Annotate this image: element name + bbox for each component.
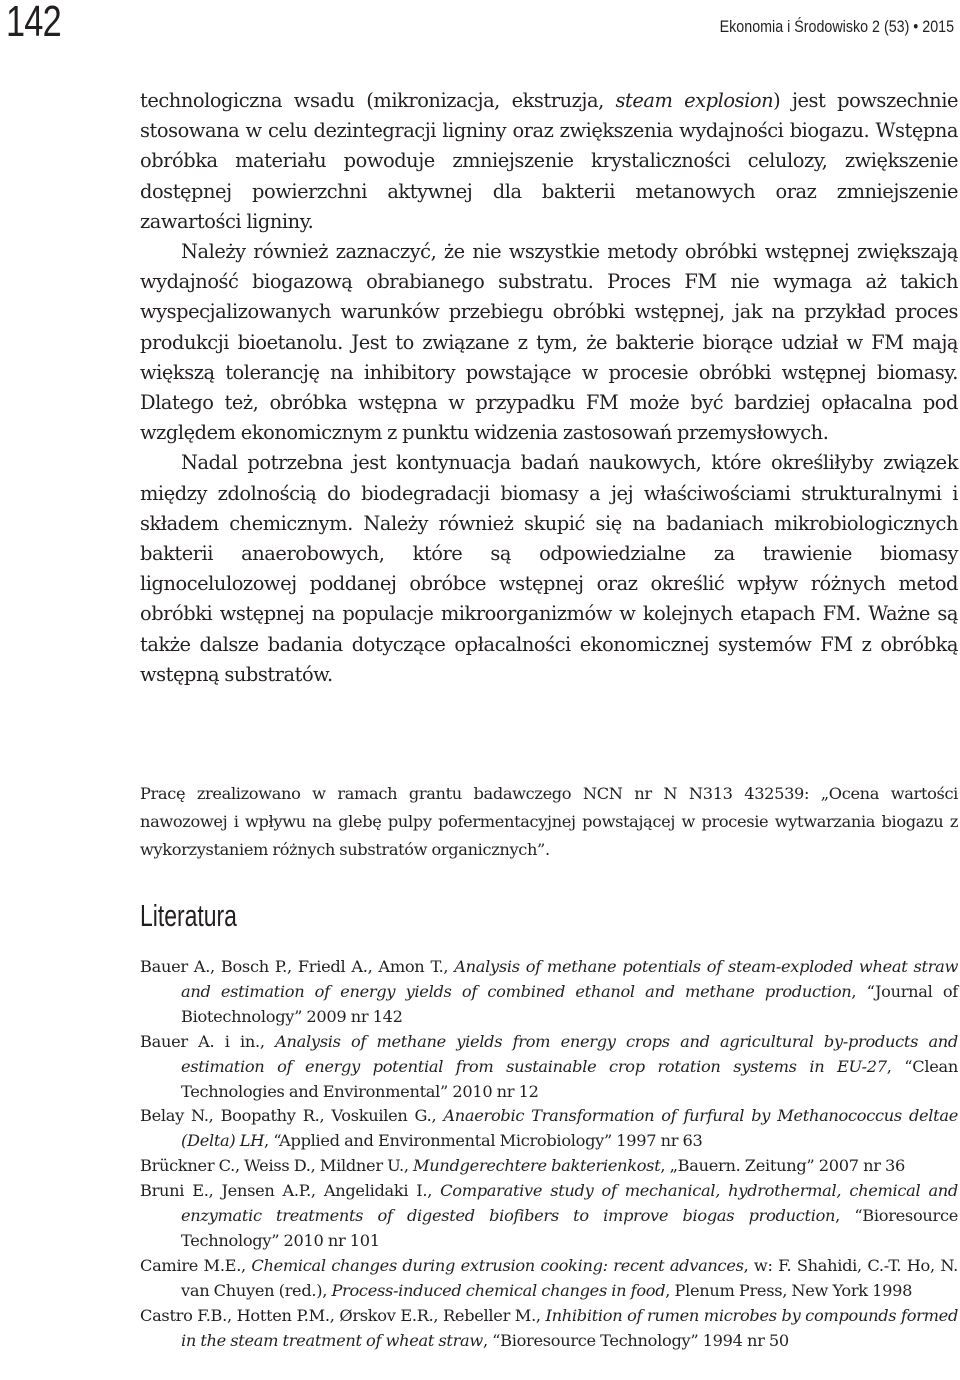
ref-title: Chemical changes during extrusion cooking: recent advances (251, 1255, 744, 1275)
reference-item (140, 955, 958, 1030)
page-header (0, 0, 960, 52)
reference-item (140, 1104, 958, 1154)
paragraph-3: Nadal potrzebna jest kontynuacja badań naukowych, które określiłyby związek między zdolnością do biodegradacji biomasy a jej właściwościami strukturalnymi i składem chemicznym. Należy również skupić się na badaniach mikrobiologicznych bakterii anaerobowych, które są odpowiedzialne za trawienie biomasy lignocelulozowej poddanej obróbce wstępnej oraz określić wpływ różnych metod obróbki wstępnej na populacje mikroorganizmów w kolejnych etapach FM. Ważne są także dalsze badania dotyczące opłacalności ekonomicznej systemów FM z obróbką wstępną substratów. (140, 451, 958, 686)
ref-authors: Castro F.B., Hotten P.M., Ørskov E.R., Rebeller M., (140, 1305, 546, 1325)
paragraph-1 (140, 86, 958, 237)
ref-source: , “Journal of Biotechnology” 2009 nr 142 (181, 981, 958, 1026)
literature-heading: Literatura (140, 898, 237, 933)
paragraph-2: Należy również zaznaczyć, że nie wszystkie metody obróbki wstępnej zwiększają wydajność biogazową obrabianego substratu. Proces FM nie wymaga aż takich wyspecjalizowanych warunków przebiegu obróbki wstępnej, jak na przykład proces produkcji bioetanolu. Jest to związane z tym, że bakterie biorące udział w FM mają większą tolerancję na inhibitory powstające w procesie obróbki wstępnej biomasy. Dlatego też, obróbka wstępna w przypadku FM może być bardziej opłacalna pod względem ekonomicznym z punktu widzenia zastosowań przemysłowych. (140, 240, 958, 445)
reference-item (140, 1030, 958, 1105)
ref-source: , w: F. Shahidi, C.-T. Ho, N. van Chuyen (red.), (181, 1255, 958, 1300)
paragraph-1-italic-term: steam explosion (615, 89, 774, 112)
page-number: 142 (6, 0, 61, 46)
ref-title: Inhibition of rumen microbes by compounds formed in the steam treatment of wheat straw (181, 1305, 959, 1350)
ref-source: , “Bioresource Technology” 2010 nr 101 (181, 1206, 958, 1250)
ref-authors: Bauer A., Bosch P., Friedl A., Amon T., (140, 957, 455, 976)
ref-title: Mundgerechtere bakterienkost (413, 1156, 661, 1176)
paragraph-1-text-a: technologiczna wsadu (mikronizacja, ekstruzja, (140, 89, 616, 112)
grant-acknowledgement: Pracę zrealizowano w ramach grantu badawczego NCN nr N N313 432539: „Ocena wartości nawozowej i wpływu na glebę pulpy pofermentacyjnej powstającej w procesie wytwarzania biogazu z wykorzystaniem różnych substratów organicznych”. (140, 784, 958, 860)
ref-title-2: Process-induced chemical changes in food (331, 1280, 666, 1300)
ref-authors: Brückner C., Weiss D., Mildner U., (140, 1156, 414, 1176)
reference-list (140, 955, 958, 1354)
ref-authors: Belay N., Boopathy R., Voskuilen G., (140, 1106, 444, 1126)
ref-source: , „Bauern. Zeitung” 2007 nr 36 (660, 1156, 905, 1176)
ref-authors: Camire M.E., (140, 1255, 252, 1275)
ref-title: Analysis of methane yields from energy crops and agricultural by-products and estimation of energy potential from sustainable crop rotation systems in EU-27 (181, 1031, 958, 1076)
ref-authors: Bruni E., Jensen A.P., Angelidaki I., (140, 1181, 441, 1201)
ref-authors: Bauer A. i in., (140, 1031, 276, 1051)
article-body (140, 86, 958, 690)
paragraph-1-text-b: ) jest powszechnie stosowana w celu dezintegracji ligniny oraz zwiększenia wydajności biogazu. Wstępna obróbka materiału powoduje zmniejszenie krystaliczności celulozy, zwiększenie dostępnej powierzchni aktywnej dla bakterii metanowych oraz zmniejszenie zawartości ligniny. (140, 89, 958, 233)
reference-item (140, 1304, 958, 1354)
ref-title: Anaerobic Transformation of furfural by Methanococcus deltae (Delta) LH (181, 1106, 958, 1151)
reference-item (140, 1254, 958, 1304)
ref-title: Analysis of methane potentials of steam-exploded wheat straw and estimation of energy yields of combined ethanol and methane production (181, 957, 958, 1001)
journal-running-title: Ekonomia i Środowisko 2 (53) • 2015 (719, 17, 954, 36)
reference-item (140, 1179, 958, 1254)
ref-source-2: , Plenum Press, New York 1998 (665, 1280, 913, 1300)
reference-item (140, 1154, 958, 1179)
ref-title: Comparative study of mechanical, hydrothermal, chemical and enzymatic treatments of digested biofibers to improve biogas production (181, 1181, 958, 1226)
ref-source: , “Clean Technologies and Environmental” 2010 nr 12 (181, 1056, 958, 1101)
ref-source: , “Bioresource Technology” 1994 nr 50 (482, 1330, 789, 1350)
ref-source: , “Applied and Environmental Microbiology” 1997 nr 63 (264, 1131, 703, 1151)
